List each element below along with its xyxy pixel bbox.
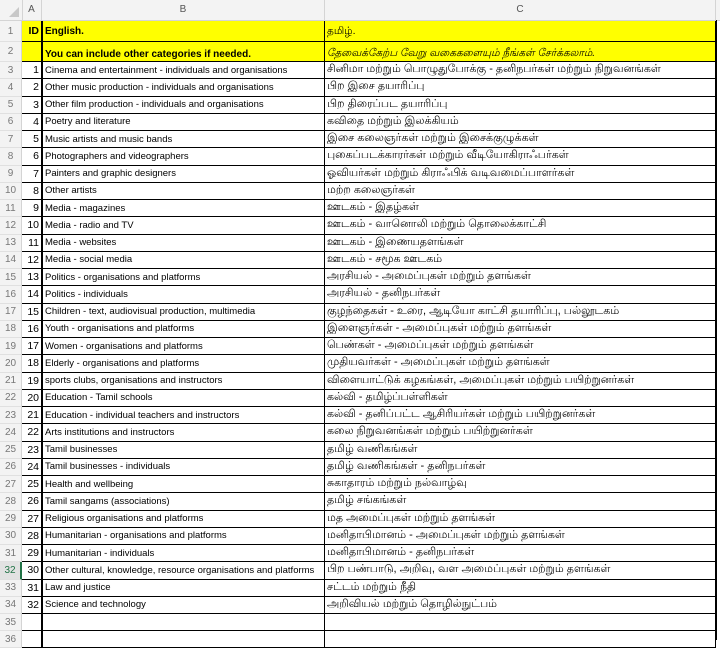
tamil-cell[interactable]: முதியவர்கள் - அமைப்புகள் மற்றும் தளங்கள் [325,355,716,372]
right-edge-border [716,20,720,640]
tamil-cell[interactable]: கல்வி - தனிப்பட்ட ஆசிரியர்கள் மற்றும் பயிற்றுனர்கள் [325,407,716,424]
english-cell[interactable]: Health and wellbeing [42,476,325,493]
table-row [0,200,720,217]
tamil-cell[interactable]: ஊடகம் - இதழ்கள் [325,200,716,217]
table-row [0,390,720,407]
row-header[interactable]: 10 [0,183,22,200]
english-cell[interactable]: Tamil sangams (associations) [42,493,325,510]
tamil-cell[interactable]: ஊடகம் - வானொலி மற்றும் தொலைக்காட்சி [325,217,716,234]
row-header[interactable]: 31 [0,545,22,562]
english-cell[interactable]: Law and justice [42,580,325,597]
row-header[interactable]: 28 [0,493,22,510]
table-row [0,442,720,459]
row-header[interactable]: 32 [0,562,22,579]
english-cell[interactable]: Elderly - organisations and platforms [42,355,325,372]
english-cell[interactable] [42,614,325,631]
tamil-cell[interactable]: அறிவியல் மற்றும் தொழில்நுட்பம் [325,597,716,614]
tamil-cell[interactable]: புகைப்படக்காரர்கள் மற்றும் வீடியோகிராஃபர்கள் [325,148,716,165]
english-cell[interactable]: Education - individual teachers and instructors [42,407,325,424]
english-cell[interactable]: Other cultural, knowledge, resource organisations and platforms [42,562,325,579]
row-header[interactable]: 20 [0,355,22,372]
row-header[interactable]: 9 [0,166,22,183]
row-header[interactable]: 13 [0,235,22,252]
tamil-cell[interactable] [325,614,716,631]
table-row [0,235,720,252]
table-row [0,114,720,131]
id-cell[interactable]: 11 [22,235,42,252]
row-header[interactable]: 27 [0,476,22,493]
english-cell[interactable]: Poetry and literature [42,114,325,131]
table-row [0,476,720,493]
table-row [0,21,720,42]
table-row [0,79,720,96]
id-cell[interactable]: 25 [22,476,42,493]
id-cell[interactable]: 9 [22,200,42,217]
tamil-cell[interactable]: குழந்தைகள் - உரை, ஆடியோ காட்சி தயாரிப்பு, பல்லூடகம் [325,304,716,321]
tamil-cell[interactable]: அரசியல் - தனிநபர்கள் [325,286,716,303]
english-cell[interactable]: Media - social media [42,252,325,269]
row-header[interactable]: 30 [0,528,22,545]
id-cell[interactable]: 18 [22,355,42,372]
row-header[interactable]: 25 [0,442,22,459]
row-header[interactable]: 1 [0,21,22,42]
english-cell[interactable]: Photographers and videographers [42,148,325,165]
english-cell[interactable]: Politics - individuals [42,286,325,303]
tamil-cell[interactable]: மனிதாபிமானம் - அமைப்புகள் மற்றும் தளங்கள் [325,528,716,545]
row-header[interactable]: 15 [0,269,22,286]
row-header[interactable]: 26 [0,459,22,476]
id-cell[interactable]: ID [22,21,42,42]
row-header[interactable]: 22 [0,390,22,407]
id-cell[interactable]: 26 [22,493,42,510]
tamil-cell[interactable]: பிற இசை தயாரிப்பு [325,79,716,96]
select-all-button[interactable] [0,0,23,20]
table-row [0,373,720,390]
table-row [0,355,720,372]
english-cell[interactable]: Media - radio and TV [42,217,325,234]
tamil-cell[interactable]: ஊடகம் - சமூக ஊடகம் [325,252,716,269]
tamil-cell[interactable]: கலை நிறுவனங்கள் மற்றும் பயிற்றுனர்கள் [325,424,716,441]
id-cell[interactable]: 10 [22,217,42,234]
row-header[interactable]: 17 [0,304,22,321]
tamil-cell[interactable]: தேவைக்கேற்ப வேறு வகைகளையும் நீங்கள் சேர்க்கலாம். [325,42,716,62]
empty-row [0,614,720,631]
english-cell[interactable]: Media - magazines [42,200,325,217]
table-row [0,62,720,79]
english-cell[interactable]: Other music production - individuals and organisations [42,79,325,96]
id-cell[interactable]: 17 [22,338,42,355]
id-cell[interactable]: 24 [22,459,42,476]
tamil-cell[interactable]: இசை கலைஞர்கள் மற்றும் இசைக்குழுக்கள் [325,131,716,148]
tamil-cell[interactable]: தமிழ் வணிகங்கள் [325,442,716,459]
table-row [0,148,720,165]
id-cell[interactable] [22,42,42,62]
column-header-bar [0,0,720,21]
english-cell[interactable]: Children - text, audiovisual production, multimedia [42,304,325,321]
table-row [0,252,720,269]
english-cell[interactable]: Tamil businesses [42,442,325,459]
english-cell[interactable]: Painters and graphic designers [42,166,325,183]
row-header[interactable]: 34 [0,597,22,614]
select-all-triangle-icon [9,7,19,17]
english-cell[interactable]: Media - websites [42,235,325,252]
row-header[interactable]: 8 [0,148,22,165]
id-cell[interactable]: 3 [22,97,42,114]
row-header[interactable]: 33 [0,580,22,597]
english-cell[interactable]: Arts institutions and instructors [42,424,325,441]
id-cell[interactable]: 2 [22,79,42,96]
english-cell[interactable]: Humanitarian - organisations and platforms [42,528,325,545]
english-cell[interactable]: Other film production - individuals and organisations [42,97,325,114]
table-row [0,407,720,424]
row-header[interactable]: 11 [0,200,22,217]
table-row [0,286,720,303]
english-cell[interactable]: Science and technology [42,597,325,614]
tamil-cell[interactable]: மனிதாபிமானம் - தனிநபர்கள் [325,545,716,562]
english-cell[interactable]: Tamil businesses - individuals [42,459,325,476]
tamil-cell[interactable]: தமிழ் வணிகங்கள் - தனிநபர்கள் [325,459,716,476]
row-header[interactable]: 19 [0,338,22,355]
table-row [0,493,720,510]
row-header[interactable]: 29 [0,511,22,528]
row-header[interactable]: 18 [0,321,22,338]
table-row [0,597,720,614]
english-cell[interactable]: Women - organisations and platforms [42,338,325,355]
english-cell[interactable]: Music artists and music bands [42,131,325,148]
id-cell[interactable] [22,614,42,631]
id-cell[interactable]: 27 [22,511,42,528]
id-cell[interactable]: 12 [22,252,42,269]
table-row [0,321,720,338]
column-header-a[interactable]: A [22,0,42,20]
table-row [0,338,720,355]
table-row [0,562,720,579]
row-header[interactable]: 3 [0,62,22,79]
table-row [0,97,720,114]
id-cell[interactable]: 32 [22,597,42,614]
table-row [0,217,720,234]
table-row [0,545,720,562]
table-row [0,580,720,597]
column-header-b[interactable]: B [42,0,325,20]
id-cell[interactable]: 20 [22,390,42,407]
tamil-cell[interactable]: மத அமைப்புகள் மற்றும் தளங்கள் [325,511,716,528]
column-header-c[interactable]: C [325,0,716,20]
row-header[interactable]: 35 [0,614,22,631]
id-cell[interactable]: 30 [22,562,42,579]
english-cell[interactable]: Cinema and entertainment - individuals and organisations [42,62,325,79]
tamil-cell[interactable]: பிற திரைப்பட தயாரிப்பு [325,97,716,114]
row-header[interactable]: 7 [0,131,22,148]
row-header[interactable]: 14 [0,252,22,269]
english-cell[interactable]: Other artists [42,183,325,200]
id-cell[interactable]: 29 [22,545,42,562]
id-cell[interactable]: 31 [22,580,42,597]
tamil-cell[interactable]: அரசியல் - அமைப்புகள் மற்றும் தளங்கள் [325,269,716,286]
table-row [0,166,720,183]
tamil-cell[interactable]: விளையாட்டுக் கழகங்கள், அமைப்புகள் மற்றும் பயிற்றுனர்கள் [325,373,716,390]
id-cell[interactable]: 14 [22,286,42,303]
row-header[interactable]: 16 [0,286,22,303]
english-cell[interactable]: Religious organisations and platforms [42,511,325,528]
table-row [0,528,720,545]
id-cell[interactable]: 15 [22,304,42,321]
table-row [0,269,720,286]
tamil-cell[interactable]: பெண்கள் - அமைப்புகள் மற்றும் தளங்கள் [325,338,716,355]
table-row [0,511,720,528]
english-cell[interactable]: Youth - organisations and platforms [42,321,325,338]
tamil-cell[interactable]: கவிதை மற்றும் இலக்கியம் [325,114,716,131]
id-cell[interactable]: 4 [22,114,42,131]
tamil-cell[interactable]: சுகாதாரம் மற்றும் நல்வாழ்வு [325,476,716,493]
table-row [0,459,720,476]
id-cell[interactable]: 13 [22,269,42,286]
tamil-cell[interactable]: இளைஞர்கள் - அமைப்புகள் மற்றும் தளங்கள் [325,321,716,338]
tamil-cell[interactable]: மற்ற கலைஞர்கள் [325,183,716,200]
id-cell[interactable]: 21 [22,407,42,424]
row-header[interactable]: 5 [0,97,22,114]
tamil-cell[interactable]: தமிழ். [325,21,716,42]
row-header[interactable]: 2 [0,42,22,62]
tamil-cell[interactable]: கல்வி - தமிழ்ப்பள்ளிகள் [325,390,716,407]
tamil-cell[interactable]: பிற பண்பாடு, அறிவு, வள அமைப்புகள் மற்றும் தளங்கள் [325,562,716,579]
table-row [0,131,720,148]
english-cell[interactable]: Humanitarian - individuals [42,545,325,562]
row-header[interactable]: 21 [0,373,22,390]
tamil-cell[interactable]: ஊடகம் - இணையதளங்கள் [325,235,716,252]
id-cell[interactable]: 28 [22,528,42,545]
id-cell[interactable]: 16 [22,321,42,338]
row-header[interactable]: 24 [0,424,22,441]
id-cell[interactable]: 22 [22,424,42,441]
id-cell[interactable]: 1 [22,62,42,79]
english-cell[interactable]: English. [42,21,325,42]
english-cell[interactable]: You can include other categories if needed. [42,42,325,62]
table-row [0,304,720,321]
id-cell[interactable]: 7 [22,166,42,183]
table-row [0,183,720,200]
row-header[interactable]: 36 [0,631,22,648]
table-row [0,424,720,441]
id-cell[interactable]: 19 [22,373,42,390]
english-cell[interactable]: sports clubs, organisations and instructors [42,373,325,390]
row-header[interactable]: 12 [0,217,22,234]
tamil-cell[interactable]: சட்டம் மற்றும் நீதி [325,580,716,597]
english-cell[interactable]: Education - Tamil schools [42,390,325,407]
row-header[interactable]: 4 [0,79,22,96]
id-cell[interactable]: 8 [22,183,42,200]
tamil-cell[interactable]: சினிமா மற்றும் பொழுதுபோக்கு - தனிநபர்கள் மற்றும் நிறுவனங்கள் [325,62,716,79]
table-row [0,42,720,62]
id-cell[interactable]: 6 [22,148,42,165]
id-cell[interactable]: 5 [22,131,42,148]
row-header[interactable]: 6 [0,114,22,131]
english-cell[interactable]: Politics - organisations and platforms [42,269,325,286]
tamil-cell[interactable]: ஓவியர்கள் மற்றும் கிராஃபிக் வடிவமைப்பாளர்கள் [325,166,716,183]
tamil-cell[interactable]: தமிழ் சங்கங்கள் [325,493,716,510]
row-header[interactable]: 23 [0,407,22,424]
id-cell[interactable]: 23 [22,442,42,459]
